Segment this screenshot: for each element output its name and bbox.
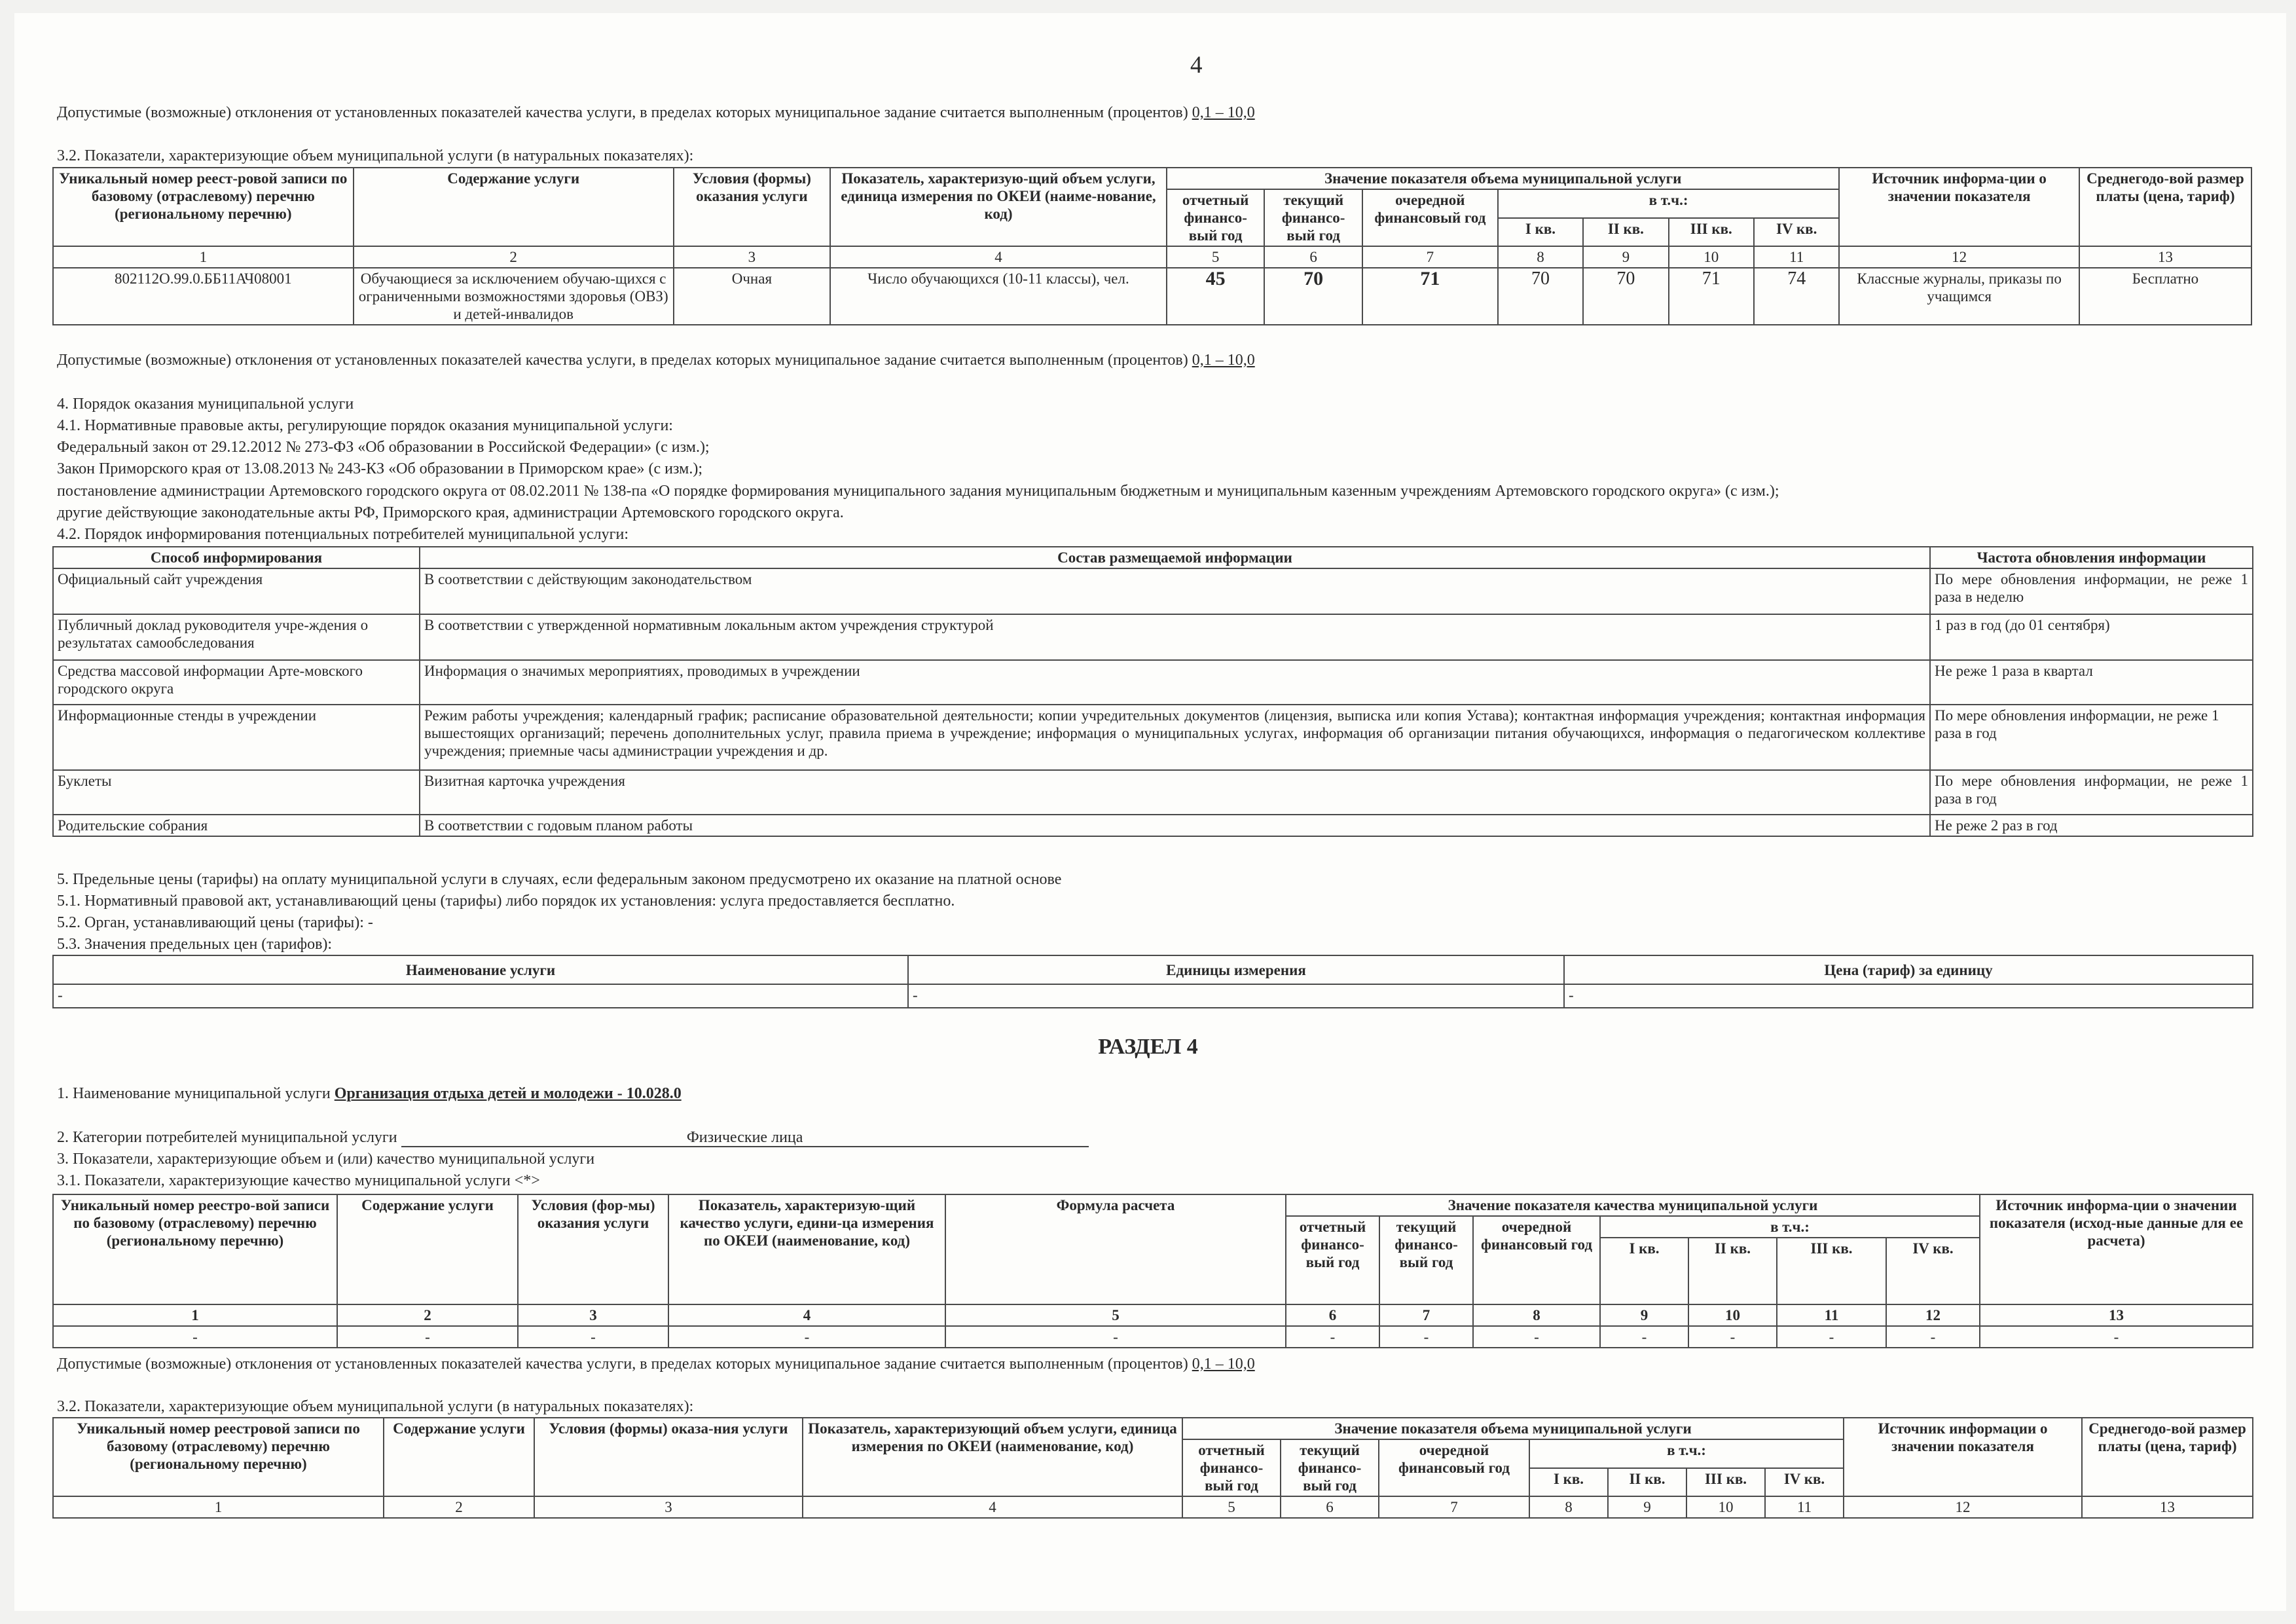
col-num: 4 — [668, 1304, 945, 1326]
col-num: 13 — [1980, 1304, 2253, 1326]
table-row — [53, 984, 2253, 1008]
col-fee: Среднегодо-вой размер платы (цена, тариф) — [2079, 168, 2251, 246]
col-num: 4 — [803, 1496, 1182, 1518]
col-num: 10 — [1669, 246, 1754, 268]
deviation-line-3 — [57, 1354, 1255, 1374]
col-num: 10 — [1686, 1496, 1765, 1518]
col-conditions: Условия (фор-мы) оказания услуги — [518, 1194, 668, 1304]
consumer-category-label: 2. Категории потребителей муниципальной услуги — [57, 1129, 397, 1146]
col-num: 6 — [1286, 1304, 1379, 1326]
col-unique-number: Уникальный номер реестровой записи по базовому (отраслевому) перечню (региональному перечню) — [53, 1418, 384, 1496]
col-q3: III кв. — [1686, 1468, 1765, 1497]
consumer-category-line — [57, 1128, 1089, 1147]
col-num: 8 — [1529, 1496, 1608, 1518]
cell-frequency: 1 раз в год (до 01 сентября) — [1930, 614, 2253, 660]
service-name-value: Организация отдыха детей и молодежи - 10.028.0 — [334, 1085, 682, 1102]
col-value-group: Значение показателя объема муниципальной услуги — [1182, 1418, 1844, 1439]
cell-current: 70 — [1264, 268, 1362, 325]
volume-table-s4 — [52, 1417, 2253, 1519]
col-num: 11 — [1754, 246, 1839, 268]
table-row — [53, 268, 2251, 325]
col-num: 11 — [1777, 1304, 1886, 1326]
col-next-year: очередной финансовый год — [1362, 189, 1498, 246]
cell-empty: - — [1980, 1326, 2253, 1348]
cell-frequency: По мере обновления информации, не реже 1 раза в неделю — [1930, 568, 2253, 614]
cell-frequency: По мере обновления информации, не реже 1 раза в год — [1930, 705, 2253, 770]
col-indicator: Показатель, характеризую-щий объем услуги, единица измерения по ОКЕИ (наиме-нование, код) — [830, 168, 1167, 246]
col-num: 3 — [674, 246, 830, 268]
col-unique-number: Уникальный номер реест-ровой записи по базовому (отраслевому) перечню (региональному перечню) — [53, 168, 354, 246]
section-title: РАЗДЕЛ 4 — [1098, 1035, 1198, 1059]
col-next-year: очередной финансовый год — [1473, 1216, 1600, 1304]
prices-heading: 5. Предельные цены (тарифы) на оплату муниципальной услуги в случаях, если федеральным законом предусмотрено их оказание на платной основе — [57, 871, 1062, 888]
consumer-category-value: Физические лица — [401, 1129, 1089, 1147]
col-q2: II кв. — [1688, 1238, 1777, 1304]
deviation-text: Допустимые (возможные) отклонения от установленных показателей качества услуги, в пределах которых муниципальное задание считается выполненным (процентов) — [57, 104, 1188, 121]
col-num: 3 — [534, 1496, 803, 1518]
col-num: 8 — [1473, 1304, 1600, 1326]
cell-indicator: Число обучающихся (10-11 классы), чел. — [830, 268, 1167, 325]
col-num: 12 — [1886, 1304, 1980, 1326]
quality-table — [52, 1194, 2253, 1348]
col-num: 5 — [1167, 246, 1265, 268]
col-num: 2 — [354, 246, 674, 268]
cell-empty: - — [1379, 1326, 1473, 1348]
deviation-value: 0,1 – 10,0 — [1192, 352, 1255, 369]
cell-empty: - — [53, 1326, 337, 1348]
law-4: другие действующие законодательные акты РФ, Приморского края, администрации Артемовского городского округа. — [57, 504, 844, 521]
cell-frequency: Не реже 2 раз в год — [1930, 815, 2253, 836]
col-num: 2 — [337, 1304, 518, 1326]
volume-heading-s3: 3.2. Показатели, характеризующие объем муниципальной услуги (в натуральных показателях): — [57, 147, 694, 164]
col-conditions: Условия (формы) оказания услуги — [674, 168, 830, 246]
order-heading: 4. Порядок оказания муниципальной услуги — [57, 396, 354, 413]
col-reporting-year: отчетный финансо-вый год — [1286, 1216, 1379, 1304]
column-number-row — [53, 1496, 2253, 1518]
col-q4: IV кв. — [1754, 218, 1839, 247]
table-row — [53, 660, 2253, 705]
col-units: Единицы измерения — [908, 955, 1564, 984]
col-num: 3 — [518, 1304, 668, 1326]
col-source: Источник информа-ции о значении показателя — [1839, 168, 2079, 246]
deviation-value: 0,1 – 10,0 — [1192, 1356, 1255, 1373]
cell-method: Средства массовой информации Арте-мовского городского округа — [53, 660, 420, 705]
col-num: 8 — [1498, 246, 1583, 268]
col-num: 4 — [830, 246, 1167, 268]
col-num: 9 — [1600, 1304, 1688, 1326]
prices-line-2: 5.2. Орган, устанавливающий цены (тарифы): - — [57, 914, 373, 931]
cell-empty: - — [1600, 1326, 1688, 1348]
law-1: Федеральный закон от 29.12.2012 № 273-ФЗ «Об образовании в Российской Федерации» (с изм.); — [57, 439, 710, 456]
col-num: 7 — [1362, 246, 1498, 268]
col-unique-number: Уникальный номер реестро-вой записи по базовому (отраслевому) перечню (региональному перечню) — [53, 1194, 337, 1304]
col-reporting-year: отчетный финансо-вый год — [1167, 189, 1265, 246]
cell-source: Классные журналы, приказы по учащимся — [1839, 268, 2079, 325]
column-number-row — [53, 246, 2251, 268]
deviation-text: Допустимые (возможные) отклонения от установленных показателей качества услуги, в пределах которых муниципальное задание считается выполненным (процентов) — [57, 1356, 1188, 1373]
table-row — [53, 815, 2253, 836]
cell-empty: - — [337, 1326, 518, 1348]
col-content: Содержание услуги — [337, 1194, 518, 1304]
prices-line-3: 5.3. Значения предельных цен (тарифов): — [57, 936, 333, 953]
col-indicator: Показатель, характеризую-щий качество услуги, едини-ца измерения по ОКЕИ (наименование, код) — [668, 1194, 945, 1304]
cell-q3: 71 — [1669, 268, 1754, 325]
col-source: Источник информа-ции о значении показателя (исход-ные данные для ее расчета) — [1980, 1194, 2253, 1304]
page-number: 4 — [1190, 52, 1203, 79]
cell-next: 71 — [1362, 268, 1498, 325]
cell-unique-number: 802112О.99.0.ББ11АЧ08001 — [53, 268, 354, 325]
cell-info-content: В соответствии с годовым планом работы — [420, 815, 1930, 836]
col-current-year: текущий финансо-вый год — [1379, 1216, 1473, 1304]
cell-price: - — [1564, 984, 2253, 1008]
col-num: 9 — [1608, 1496, 1686, 1518]
col-current-year: текущий финансо-вый год — [1264, 189, 1362, 246]
col-q3: III кв. — [1777, 1238, 1886, 1304]
cell-q4: 74 — [1754, 268, 1839, 325]
cell-empty: - — [1688, 1326, 1777, 1348]
table-row — [53, 568, 2253, 614]
deviation-value: 0,1 – 10,0 — [1192, 104, 1255, 121]
order-sub-1: 4.1. Нормативные правовые акты, регулирующие порядок оказания муниципальной услуги: — [57, 417, 673, 434]
table-row — [53, 1326, 2253, 1348]
col-q1: I кв. — [1498, 218, 1583, 247]
service-name-label: 1. Наименование муниципальной услуги — [57, 1085, 331, 1102]
law-3: постановление администрации Артемовского городского округа от 08.02.2011 № 138-па «О порядке формирования муниципального задания муниципальным бюджетным и муниципальным казенным учреждениям Артемовского городского округа» (с изм.); — [57, 483, 1779, 500]
cell-method: Родительские собрания — [53, 815, 420, 836]
col-q3: III кв. — [1669, 218, 1754, 247]
col-reporting-year: отчетный финансо-вый год — [1182, 1439, 1281, 1496]
col-num: 2 — [384, 1496, 534, 1518]
col-including: в т.ч.: — [1498, 189, 1840, 218]
deviation-line-1 — [57, 103, 1255, 122]
quality-heading: 3.1. Показатели, характеризующие качество муниципальной услуги <*> — [57, 1172, 540, 1189]
cell-fee: Бесплатно — [2079, 268, 2251, 325]
cell-units: - — [908, 984, 1564, 1008]
col-num: 13 — [2082, 1496, 2253, 1518]
col-value-group: Значение показателя объема муниципальной услуги — [1167, 168, 1840, 189]
info-table — [52, 546, 2253, 837]
col-source: Источник информации о значении показателя — [1844, 1418, 2082, 1496]
col-num: 5 — [945, 1304, 1286, 1326]
col-num: 10 — [1688, 1304, 1777, 1326]
col-num: 12 — [1844, 1496, 2082, 1518]
col-next-year: очередной финансовый год — [1379, 1439, 1529, 1496]
col-q2: II кв. — [1583, 218, 1668, 247]
col-price: Цена (тариф) за единицу — [1564, 955, 2253, 984]
cell-empty: - — [1886, 1326, 1980, 1348]
cell-empty: - — [945, 1326, 1286, 1348]
cell-method: Буклеты — [53, 770, 420, 815]
prices-line-1: 5.1. Нормативный правовой акт, устанавливающий цены (тарифы) либо порядок их установления: услуга предоставляется бесплатно. — [57, 893, 955, 910]
col-num: 9 — [1583, 246, 1668, 268]
service-name-line — [57, 1084, 682, 1103]
col-frequency: Частота обновления информации — [1930, 547, 2253, 568]
col-num: 1 — [53, 1496, 384, 1518]
cell-method: Официальный сайт учреждения — [53, 568, 420, 614]
cell-empty: - — [1473, 1326, 1600, 1348]
deviation-text: Допустимые (возможные) отклонения от установленных показателей качества услуги, в пределах которых муниципальное задание считается выполненным (процентов) — [57, 352, 1188, 369]
volume-table-s3 — [52, 167, 2252, 325]
volume-heading-s4: 3.2. Показатели, характеризующие объем муниципальной услуги (в натуральных показателях): — [57, 1398, 694, 1415]
col-current-year: текущий финансо-вый год — [1281, 1439, 1379, 1496]
cell-empty: - — [518, 1326, 668, 1348]
cell-frequency: По мере обновления информации, не реже 1 раза в год — [1930, 770, 2253, 815]
table-row — [53, 705, 2253, 770]
col-num: 7 — [1379, 1304, 1473, 1326]
cell-info-content: Режим работы учреждения; календарный график; расписание образовательной деятельности; копии учредительных документов (лицензия, выписка или копия Устава); контактная информация учреждения; контактная информация вышестоящих организаций; перечень дополнительных услуг, правила приема в учреждение; информация о муниципальных услугах, информация об организации питания обучающихся, информация о педагогическом коллективе учреждения; приемные часы администрации учреждения и др. — [420, 705, 1930, 770]
cell-empty: - — [668, 1326, 945, 1348]
col-q1: I кв. — [1600, 1238, 1688, 1304]
indicators-line: 3. Показатели, характеризующие объем и (или) качество муниципальной услуги — [57, 1151, 595, 1168]
col-method: Способ информирования — [53, 547, 420, 568]
col-including: в т.ч.: — [1529, 1439, 1844, 1468]
cell-reporting: 45 — [1167, 268, 1265, 325]
cell-empty: - — [1777, 1326, 1886, 1348]
deviation-line-2 — [57, 350, 1255, 370]
col-num: 6 — [1281, 1496, 1379, 1518]
cell-info-content: В соответствии с утвержденной нормативным локальным актом учреждения структурой — [420, 614, 1930, 660]
col-formula: Формула расчета — [945, 1194, 1286, 1304]
col-num: 11 — [1765, 1496, 1844, 1518]
table-row — [53, 614, 2253, 660]
col-info-content: Состав размещаемой информации — [420, 547, 1930, 568]
cell-info-content: Визитная карточка учреждения — [420, 770, 1930, 815]
col-num: 1 — [53, 246, 354, 268]
col-q2: II кв. — [1608, 1468, 1686, 1497]
col-fee: Среднегодо-вой размер платы (цена, тариф) — [2082, 1418, 2253, 1496]
col-num: 1 — [53, 1304, 337, 1326]
col-indicator: Показатель, характеризующий объем услуги, единица измерения по ОКЕИ (наименование, код) — [803, 1418, 1182, 1496]
cell-service-name: - — [53, 984, 908, 1008]
col-q1: I кв. — [1529, 1468, 1608, 1497]
prices-table — [52, 955, 2253, 1008]
cell-q2: 70 — [1583, 268, 1668, 325]
cell-frequency: Не реже 1 раза в квартал — [1930, 660, 2253, 705]
cell-info-content: В соответствии с действующим законодательством — [420, 568, 1930, 614]
col-value-group: Значение показателя качества муниципальной услуги — [1286, 1194, 1980, 1216]
col-content: Содержание услуги — [384, 1418, 534, 1496]
col-service-name: Наименование услуги — [53, 955, 908, 984]
cell-conditions: Очная — [674, 268, 830, 325]
col-content: Содержание услуги — [354, 168, 674, 246]
order-sub-2: 4.2. Порядок информирования потенциальных потребителей муниципальной услуги: — [57, 526, 629, 543]
cell-q1: 70 — [1498, 268, 1583, 325]
col-num: 13 — [2079, 246, 2251, 268]
cell-content: Обучающиеся за исключением обучаю-щихся с ограниченными возможностями здоровья (ОВЗ) и детей-инвалидов — [354, 268, 674, 325]
table-row — [53, 770, 2253, 815]
col-including: в т.ч.: — [1600, 1216, 1980, 1238]
law-2: Закон Приморского края от 13.08.2013 № 243-КЗ «Об образовании в Приморском крае» (с изм.); — [57, 460, 703, 477]
column-number-row — [53, 1304, 2253, 1326]
col-num: 7 — [1379, 1496, 1529, 1518]
col-q4: IV кв. — [1765, 1468, 1844, 1497]
cell-info-content: Информация о значимых мероприятиях, проводимых в учреждении — [420, 660, 1930, 705]
cell-method: Публичный доклад руководителя учре-ждения о результатах самообследования — [53, 614, 420, 660]
cell-empty: - — [1286, 1326, 1379, 1348]
col-conditions: Условия (формы) оказа-ния услуги — [534, 1418, 803, 1496]
col-num: 5 — [1182, 1496, 1281, 1518]
col-num: 12 — [1839, 246, 2079, 268]
col-num: 6 — [1264, 246, 1362, 268]
col-q4: IV кв. — [1886, 1238, 1980, 1304]
cell-method: Информационные стенды в учреждении — [53, 705, 420, 770]
